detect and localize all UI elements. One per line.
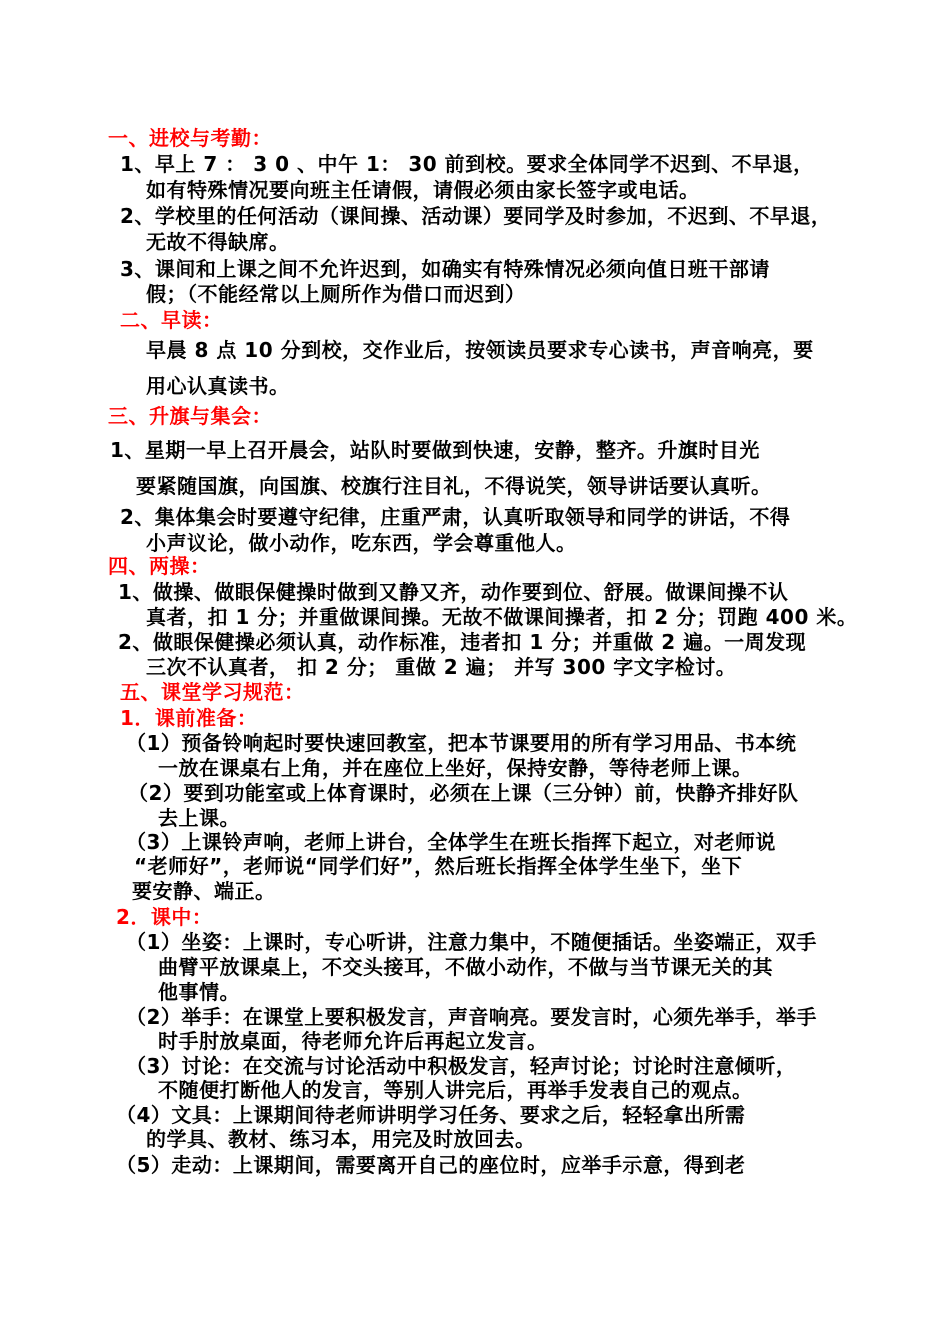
text-line: 不随便打断他人的发言，等别人讲完后，再举手发表自己的观点。 <box>158 1078 753 1102</box>
text-line: 如有特殊情况要向班主任请假，请假必须由家长签字或电话。 <box>146 178 700 202</box>
text-line: 去上课。 <box>158 806 240 830</box>
text-line: 要安静、端正。 <box>132 879 276 903</box>
text-line: 假；（不能经常以上厕所作为借口而迟到） <box>146 282 526 306</box>
text-line: 一放在课桌右上角，并在座位上坐好，保持安静，等待老师上课。 <box>158 756 753 780</box>
section-heading-flag-assembly: 三、升旗与集会： <box>108 404 272 428</box>
text-line: “老师好”，老师说“同学们好”，然后班长指挥全体学生坐下，坐下 <box>134 854 743 878</box>
subheading-preparation: 1．课前准备： <box>120 706 258 730</box>
text-line: 无故不得缺席。 <box>146 230 290 254</box>
text-line: 三次不认真者， 扣 2 分； 重做 2 遍； 并写 300 字文字检讨。 <box>146 655 737 679</box>
section-heading-classroom: 五、课堂学习规范： <box>120 680 305 704</box>
text-line: 早晨 8 点 10 分到校，交作业后，按领读员要求专心读书，声音响亮，要 <box>146 338 814 362</box>
text-line: （2）举手：在课堂上要积极发言，声音响亮。要发言时，心须先举手，举手 <box>126 1005 817 1029</box>
text-line: （1）坐姿：上课时，专心听讲，注意力集中，不随便插话。坐姿端正，双手 <box>126 930 817 954</box>
text-line: 要紧随国旗，向国旗、校旗行注目礼，不得说笑，领导讲话要认真听。 <box>136 474 772 498</box>
text-line: （1）预备铃响起时要快速回教室，把本节课要用的所有学习用品、书本统 <box>126 731 797 755</box>
subheading-during-class: 2．课中： <box>116 905 213 929</box>
text-line: （2）要到功能室或上体育课时，必须在上课（三分钟）前，快静齐排好队 <box>128 781 799 805</box>
section-heading-exercises: 四、两操： <box>108 554 211 578</box>
text-line: 的学具、教材、练习本，用完及时放回去。 <box>146 1127 536 1151</box>
text-line: 2、集体集会时要遵守纪律，庄重严肃，认真听取领导和同学的讲话，不得 <box>120 505 791 529</box>
text-line: （3）讨论：在交流与讨论活动中积极发言，轻声讨论；讨论时注意倾听， <box>126 1054 797 1078</box>
section-heading-attendance: 一、进校与考勤： <box>108 126 272 150</box>
text-line: 1、星期一早上召开晨会，站队时要做到快速，安静，整齐。升旗时目光 <box>110 438 760 462</box>
text-line: 时手肘放桌面，待老师允许后再起立发言。 <box>158 1029 548 1053</box>
text-line: 2、做眼保健操必须认真，动作标准，违者扣 1 分；并重做 2 遍。一周发现 <box>118 630 807 654</box>
text-line: 1、早上 7 ： 3 0 、中午 1： 30 前到校。要求全体同学不迟到、不早退， <box>120 152 814 176</box>
text-line: （5）走动：上课期间，需要离开自己的座位时，应举手示意，得到老 <box>116 1153 746 1177</box>
text-line: 2、学校里的任何活动（课间操、活动课）要同学及时参加，不迟到、不早退， <box>120 204 832 228</box>
text-line: 小声议论，做小动作，吃东西，学会尊重他人。 <box>146 531 577 555</box>
text-line: （4）文具：上课期间待老师讲明学习任务、要求之后，轻轻拿出所需 <box>116 1103 746 1127</box>
text-line: 真者，扣 1 分；并重做课间操。无故不做课间操者，扣 2 分；罚跑 400 米。 <box>146 605 858 629</box>
text-line: （3）上课铃声响，老师上讲台，全体学生在班长指挥下起立，对老师说 <box>126 830 776 854</box>
text-line: 他事情。 <box>158 980 240 1004</box>
text-line: 3、课间和上课之间不允许迟到，如确实有特殊情况必须向值日班干部请 <box>120 257 770 281</box>
text-line: 用心认真读书。 <box>146 374 290 398</box>
text-line: 1、做操、做眼保健操时做到又静又齐，动作要到位、舒展。做课间操不认 <box>118 580 789 604</box>
text-line: 曲臂平放课桌上，不交头接耳，不做小动作，不做与当节课无关的其 <box>158 955 773 979</box>
section-heading-morning-reading: 二、早读： <box>120 308 223 332</box>
